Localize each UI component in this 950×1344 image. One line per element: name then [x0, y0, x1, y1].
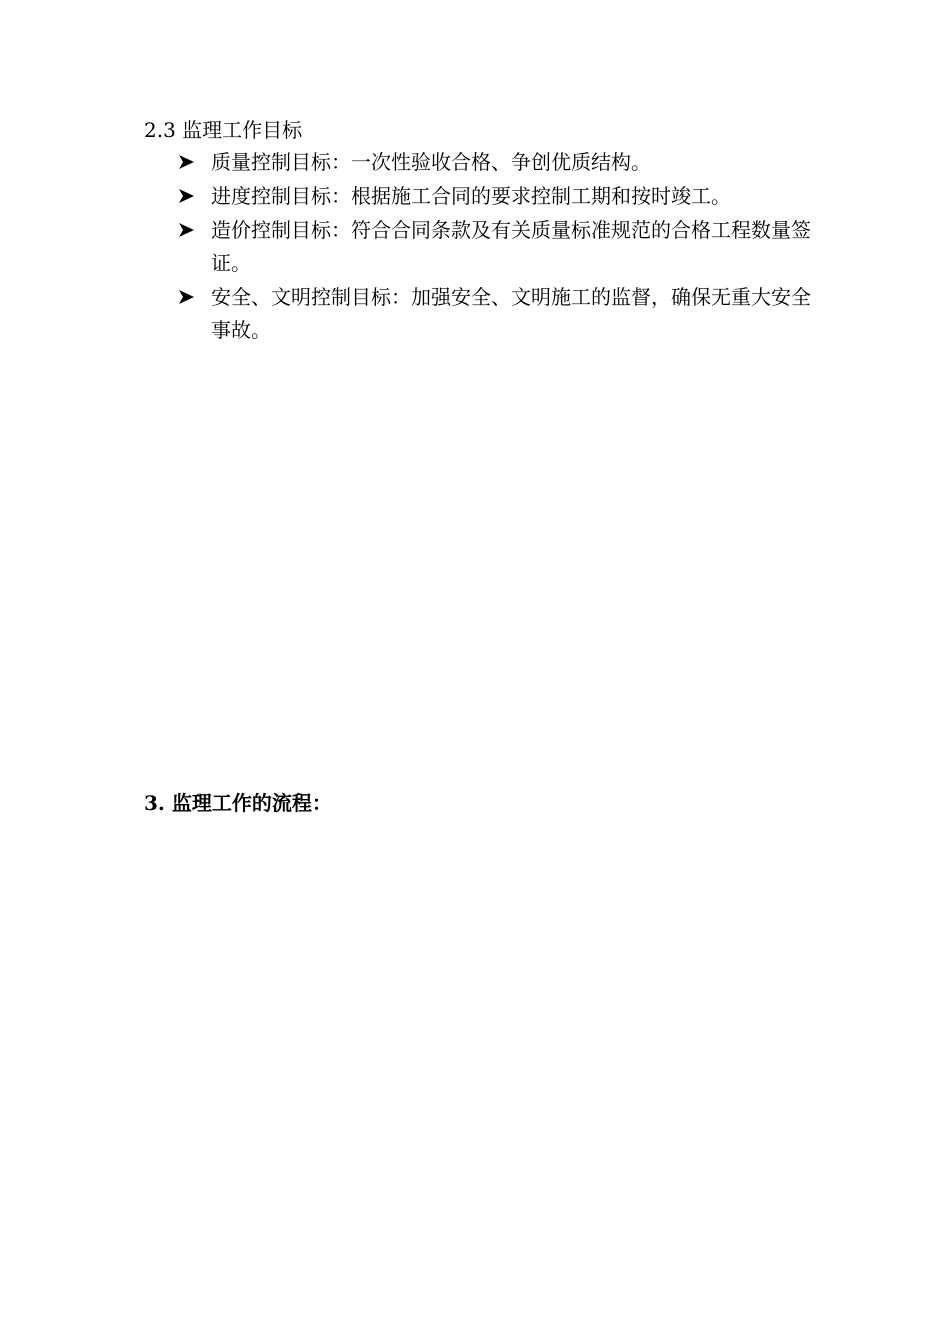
goal-text: 安全、文明控制目标：加强安全、文明施工的监督，确保无重大安全事故。 — [211, 285, 811, 342]
goal-text: 进度控制目标：根据施工合同的要求控制工期和按时竣工。 — [211, 184, 731, 208]
goal-item-cost — [178, 214, 818, 280]
goal-item-quality — [178, 146, 818, 179]
arrowhead-bullet-icon — [178, 214, 196, 247]
goal-text: 质量控制目标：一次性验收合格、争创优质结构。 — [211, 150, 651, 174]
arrowhead-bullet-icon — [178, 146, 196, 179]
arrowhead-bullet-icon — [178, 281, 196, 314]
arrowhead-bullet-icon — [178, 180, 196, 213]
goal-item-schedule — [178, 180, 818, 213]
goal-text: 造价控制目标：符合合同条款及有关质量标准规范的合格工程数量签证。 — [211, 218, 811, 275]
subsection-title: 2.3 监理工作目标 — [144, 118, 303, 142]
goal-item-safety — [178, 281, 818, 347]
goals-list — [178, 146, 818, 348]
section-title: 3. 监理工作的流程： — [144, 791, 332, 815]
